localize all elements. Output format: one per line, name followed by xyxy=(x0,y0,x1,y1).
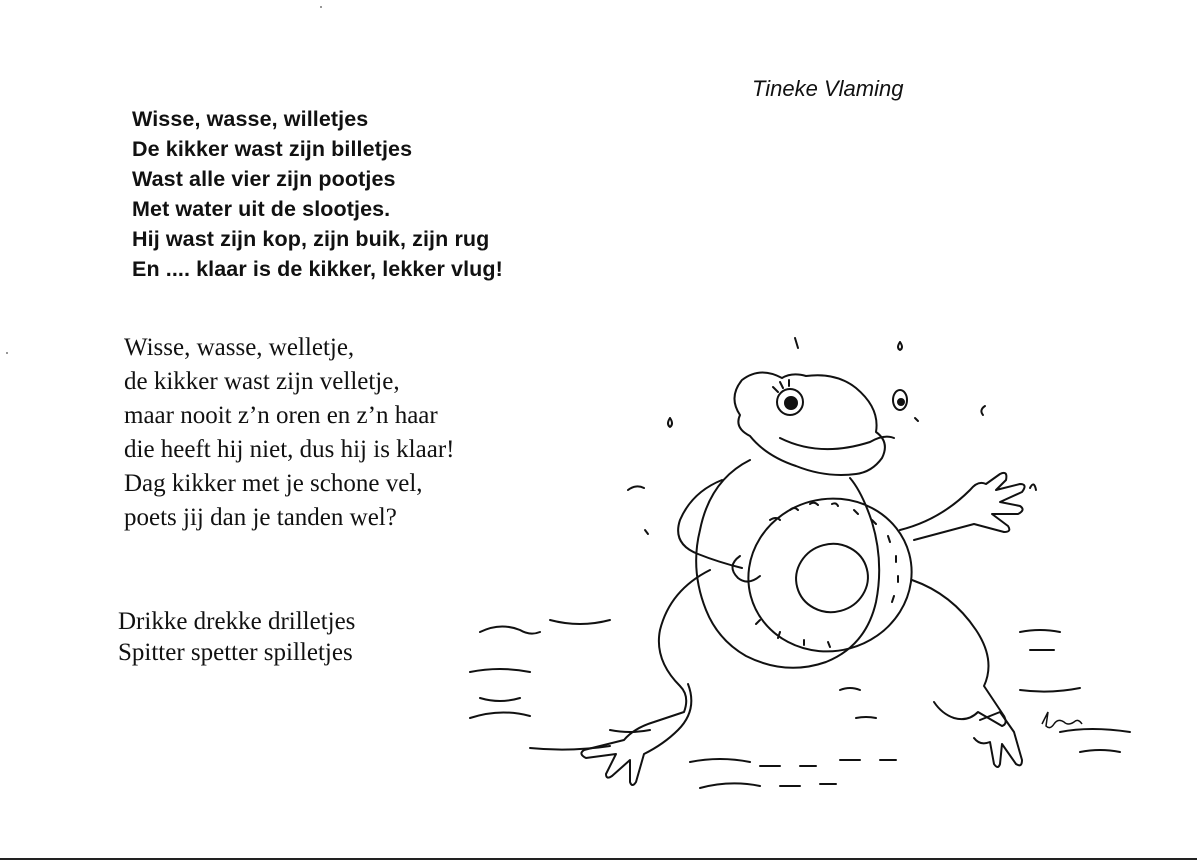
frog-eye-pupil xyxy=(785,397,797,409)
swim-ring-pattern xyxy=(756,503,898,647)
poem-line: poets jij dan je tanden wel? xyxy=(124,504,397,531)
poem-stanza-3 xyxy=(118,606,355,668)
swim-ring-inner xyxy=(788,536,875,620)
splash-drop xyxy=(628,486,644,490)
water-ripple xyxy=(1020,688,1080,692)
poem-stanza-2 xyxy=(124,331,454,535)
poem-line: de kikker wast zijn velletje, xyxy=(124,368,400,395)
scan-speck xyxy=(6,352,8,354)
poem-line: En .... klaar is de kikker, lekker vlug! xyxy=(132,257,503,281)
water-ripple xyxy=(470,712,530,718)
frog-foot-right xyxy=(974,712,1022,767)
water-ripple xyxy=(1080,750,1120,752)
water-ripple xyxy=(1020,630,1060,632)
splash-drop xyxy=(981,406,985,415)
splash-drop xyxy=(645,530,648,534)
splash-drop xyxy=(1030,484,1036,490)
poem-line: Dag kikker met je schone vel, xyxy=(124,470,423,497)
frog-leg-left xyxy=(581,570,710,785)
water-ripple xyxy=(480,626,540,633)
frog-leg-right xyxy=(912,580,1006,726)
poem-line: Hij wast zijn kop, zijn buik, zijn rug xyxy=(132,227,490,251)
scan-speck xyxy=(320,6,322,8)
poem-stanza-1 xyxy=(132,104,503,284)
poem-line: Spitter spetter spilletjes xyxy=(118,639,353,666)
poem-author: Tineke Vlaming xyxy=(752,76,904,101)
frog-illustration xyxy=(460,320,1160,820)
poem-line: De kikker wast zijn billetjes xyxy=(132,137,413,161)
water-ripple xyxy=(700,783,836,788)
frog-eye-pupil xyxy=(898,399,904,405)
poem-line: maar nooit z’n oren en z’n haar xyxy=(124,402,438,429)
poem-line: Drikke drekke drilletjes xyxy=(118,608,356,635)
poem-line: Wisse, wasse, welletje, xyxy=(124,334,355,361)
water-ripple xyxy=(610,730,650,732)
water-ripple xyxy=(470,669,530,672)
water-ripple xyxy=(480,698,520,701)
swim-ring-outer xyxy=(731,480,929,669)
water-ripple xyxy=(1060,729,1130,732)
frog-head xyxy=(734,372,884,475)
artist-signature xyxy=(1042,712,1082,728)
water-ripple xyxy=(690,759,896,766)
poem-line: Wisse, wasse, willetjes xyxy=(132,107,369,131)
frog-arm-left xyxy=(678,480,742,568)
frog-hand-left xyxy=(732,556,760,582)
frog-arm-right xyxy=(900,473,1025,540)
frog-mouth xyxy=(780,437,894,449)
poem-line: Wast alle vier zijn pootjes xyxy=(132,167,396,191)
splash-drop xyxy=(898,342,902,350)
poem-line: die heeft hij niet, dus hij is klaar! xyxy=(124,436,455,463)
splash-drop xyxy=(668,418,672,427)
splash-drop xyxy=(795,338,798,348)
water-ripple xyxy=(550,620,610,624)
frog-nostril xyxy=(915,418,918,421)
poem-line: Met water uit de slootjes. xyxy=(132,197,391,221)
water-ripple xyxy=(840,688,876,718)
page-edge-line xyxy=(0,858,1197,860)
